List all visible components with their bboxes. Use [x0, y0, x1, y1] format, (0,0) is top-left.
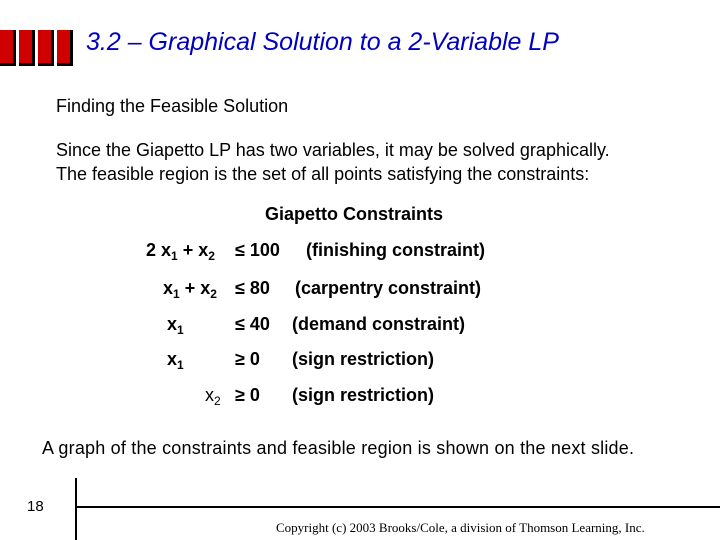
constraint-demand-note: (demand constraint) — [292, 314, 466, 334]
intro-line-1: Since the Giapetto LP has two variables, it may be solved graphically. — [56, 140, 610, 160]
page-number: 18 — [27, 498, 44, 515]
constraint-sign-x1-lhs: $x_1$ — [167, 349, 184, 372]
constraint-demand-lhs: $x_1$ — [167, 314, 184, 337]
footer-divider-vertical — [75, 478, 77, 540]
constraint-demand-relation: ≤ 40 — [235, 314, 270, 334]
closing-text: A graph of the constraints and feasible region is shown on the next slide. — [42, 438, 635, 458]
constraint-sign-x1-note: (sign restriction) — [292, 349, 435, 369]
copyright-notice: Copyright (c) 2003 Brooks/Cole, a division of Thomson Learning, Inc. — [276, 520, 645, 535]
intro-line-2: The feasible region is the set of all points satisfying the constraints: — [56, 164, 590, 184]
constraint-finishing-lhs: 2 $x_1 + x_2$ — [146, 240, 215, 263]
section-heading: Finding the Feasible Solution — [56, 96, 289, 116]
constraint-sign-x2-note: (sign restriction) — [292, 385, 435, 405]
constraint-sign-x2-lhs: $x_2$ — [205, 385, 221, 408]
constraint-carpentry-note: (carpentry constraint) — [295, 278, 482, 298]
constraint-carpentry-lhs: $x_1 + x_2$ — [163, 278, 217, 301]
intro-paragraph — [56, 138, 610, 186]
footer-divider-horizontal — [75, 506, 720, 508]
constraint-finishing-note: (finishing constraint) — [306, 240, 485, 260]
slide-title: 3.2 – Graphical Solution to a 2-Variable LP — [86, 28, 559, 56]
constraint-finishing-relation: ≤ 100 — [235, 240, 280, 260]
constraint-sign-x1-relation: ≥ 0 — [235, 349, 260, 369]
constraint-sign-x2-relation: ≥ 0 — [235, 385, 260, 405]
constraints-title: Giapetto Constraints — [265, 204, 444, 224]
logo-bars-icon — [0, 30, 78, 70]
constraint-carpentry-relation: ≤ 80 — [235, 278, 270, 298]
